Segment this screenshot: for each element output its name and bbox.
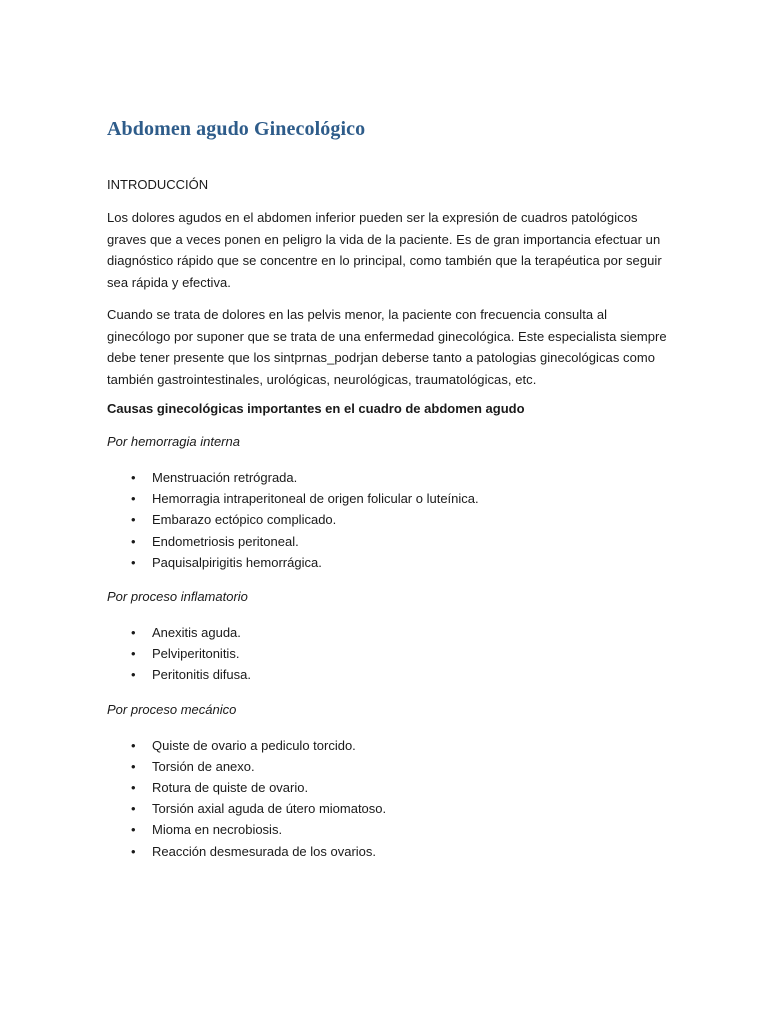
document-page — [107, 118, 667, 878]
intro-heading: INTRODUCCIÓN — [107, 177, 209, 192]
list-item — [107, 819, 667, 840]
group-label-inflamatorio: Por proceso inflamatorio — [107, 589, 248, 605]
list-item-text: Rotura de quiste de ovario. — [152, 780, 309, 796]
bullet-icon: • — [131, 512, 136, 528]
list-item-text: Pelviperitonitis. — [152, 646, 240, 662]
list-item-text: Hemorragia intraperitoneal de origen folicular o luteínica. — [152, 491, 479, 507]
group-label-mecanico: Por proceso mecánico — [107, 701, 237, 717]
document-title: Abdomen agudo Ginecológico — [107, 118, 366, 140]
list-item — [107, 841, 667, 862]
list-item-text: Torsión axial aguda de útero miomatoso. — [152, 801, 387, 817]
causes-heading: Causas ginecológicas importantes en el cuadro de abdomen agudo — [107, 401, 525, 416]
list-item-text: Quiste de ovario a pediculo torcido. — [152, 737, 356, 753]
bullet-icon: • — [131, 533, 136, 549]
list-item-text: Paquisalpirigitis hemorrágica. — [152, 554, 322, 570]
list-hemorragia — [107, 467, 667, 573]
bullet-icon: • — [131, 646, 136, 662]
list-item-text: Reacción desmesurada de los ovarios. — [152, 843, 377, 859]
list-item — [107, 552, 667, 573]
list-item — [107, 488, 667, 509]
bullet-icon: • — [131, 737, 136, 753]
bullet-icon: • — [131, 470, 136, 485]
list-item-text: Peritonitis difusa. — [152, 667, 251, 683]
list-item-text: Embarazo ectópico complicado. — [152, 512, 337, 528]
list-inflamatorio — [107, 622, 667, 686]
bullet-icon: • — [131, 491, 136, 507]
bullet-icon: • — [131, 758, 136, 774]
bullet-icon: • — [131, 801, 136, 817]
bullet-icon: • — [131, 843, 136, 859]
bullet-icon: • — [131, 667, 136, 683]
list-item — [107, 643, 667, 664]
list-item — [107, 531, 667, 552]
list-item — [107, 467, 667, 488]
bullet-icon: • — [131, 822, 136, 838]
bullet-icon: • — [131, 554, 136, 570]
paragraph-intro-1: Los dolores agudos en el abdomen inferior pueden ser la expresión de cuadros patológicos graves que a veces ponen en peligro la vida de la paciente. Es de gran importancia efectuar un diagnóstico rápido que se concentre en lo principal, como también que la terapéutica por seguir sea rápida y efectiva. — [107, 210, 662, 290]
list-item — [107, 777, 667, 798]
bullet-icon: • — [131, 625, 136, 641]
list-item — [107, 622, 667, 643]
list-item — [107, 509, 667, 530]
list-item-text: Menstruación retrógrada. — [152, 470, 298, 485]
list-item-text: Endometriosis peritoneal. — [152, 533, 299, 549]
paragraph-intro-2: Cuando se trata de dolores en las pelvis menor, la paciente con frecuencia consulta al ginecólogo por suponer que se trata de una enfermedad ginecológica. Este especialista siempre debe tener presente que los sintprnas_podrjan deberse tanto a patologias ginecológicas como también gastrointestinales, urológicas, neurológicas, traumatológicas, etc. — [107, 307, 667, 387]
list-item-text: Mioma en necrobiosis. — [152, 822, 283, 838]
list-item — [107, 664, 667, 685]
list-item-text: Torsión de anexo. — [152, 758, 255, 774]
list-item — [107, 735, 667, 756]
bullet-icon: • — [131, 780, 136, 796]
list-item — [107, 798, 667, 819]
group-label-hemorragia: Por hemorragia interna — [107, 434, 240, 449]
list-item — [107, 756, 667, 777]
list-mecanico — [107, 735, 667, 862]
list-item-text: Anexitis aguda. — [152, 625, 241, 641]
